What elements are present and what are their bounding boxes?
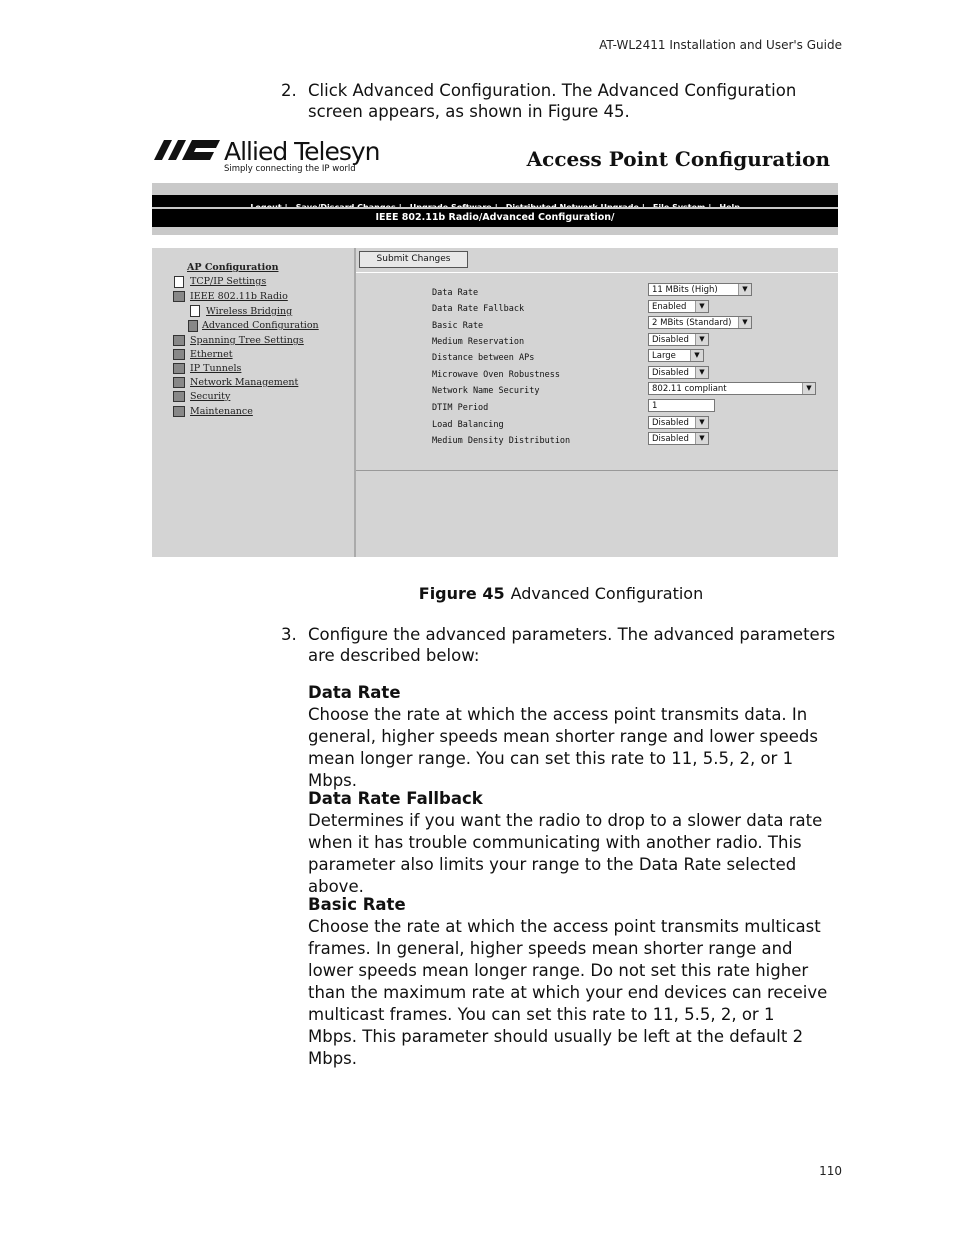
document-icon	[190, 305, 200, 317]
label-distance-between-aps: Distance between APs	[432, 353, 535, 363]
folder-icon	[173, 377, 185, 388]
label-load-balancing: Load Balancing	[432, 420, 504, 430]
tree-heading[interactable]: AP Configuration	[187, 262, 279, 273]
chevron-down-icon: ▼	[695, 433, 708, 444]
step-2-number: 2.	[281, 81, 297, 100]
tree-item-wireless-bridging[interactable]: Wireless Bridging	[206, 306, 293, 317]
top-nav	[152, 195, 838, 207]
page-number: 110	[819, 1164, 842, 1178]
label-basic-rate: Basic Rate	[432, 321, 484, 331]
chevron-down-icon: ▼	[695, 417, 708, 428]
param-title: Data Rate	[308, 683, 401, 702]
data-rate-select[interactable]	[648, 283, 752, 296]
label-medium-reservation: Medium Reservation	[432, 337, 525, 347]
chevron-down-icon: ▼	[738, 284, 751, 295]
param-data-rate-fallback	[308, 788, 828, 898]
settings-panel	[356, 248, 838, 557]
step-2	[281, 80, 841, 122]
param-basic-rate	[308, 894, 828, 1070]
divider	[356, 470, 838, 471]
divider	[356, 272, 838, 273]
data-rate-value: 11 MBits (High)	[652, 285, 718, 295]
logo-area	[152, 137, 838, 183]
network-name-security-select[interactable]	[648, 382, 816, 395]
submit-changes-button[interactable]: Submit Changes	[359, 251, 468, 268]
medium-reservation-value: Disabled	[652, 335, 689, 345]
tree-item-radio[interactable]: IEEE 802.11b Radio	[190, 291, 288, 302]
label-data-rate-fallback: Data Rate Fallback	[432, 304, 525, 314]
label-dtim-period: DTIM Period	[432, 403, 489, 413]
load-balancing-value: Disabled	[652, 418, 689, 428]
label-network-name-security: Network Name Security	[432, 386, 540, 396]
dtim-period-input[interactable]: 1	[648, 399, 715, 412]
figure-number: Figure 45	[418, 584, 505, 603]
chevron-down-icon: ▼	[738, 317, 751, 328]
medium-reservation-select[interactable]	[648, 333, 709, 346]
running-header: AT-WL2411 Installation and User's Guide	[599, 38, 842, 52]
logo-name: Allied Telesyn	[224, 137, 380, 166]
tree-item-ethernet[interactable]: Ethernet	[190, 349, 233, 360]
figure-title: Advanced Configuration	[510, 584, 704, 603]
allied-telesyn-logo-icon	[154, 140, 220, 160]
logo-tagline: Simply connecting the IP world	[224, 164, 356, 174]
param-description: Determines if you want the radio to drop to a slower data rate when it has trouble communicating with another radio. This parameter also limits your range to the Data Rate selected above.	[308, 811, 823, 896]
label-data-rate: Data Rate	[432, 288, 479, 298]
param-description: Choose the rate at which the access point transmits data. In general, higher speeds mean shorter range and lower speeds mean longer range. You can set this rate to 11, 5.5, 2, or 1 Mbps.	[308, 705, 818, 790]
distance-between-aps-value: Large	[652, 351, 676, 361]
param-description: Choose the rate at which the access point transmits multicast frames. In general, higher speeds mean shorter range and lower speeds mean longer range. Do not set this rate higher than the maximum rate at which your end devices can receive multicast frames. You can set this rate to 11, 5.5, 2, or 1 Mbps. This parameter should usually be left at the default 2 Mbps.	[308, 917, 828, 1068]
chevron-down-icon: ▼	[695, 301, 708, 312]
data-rate-fallback-select[interactable]	[648, 300, 709, 313]
folder-icon	[173, 335, 185, 346]
microwave-oven-robustness-value: Disabled	[652, 368, 689, 378]
screen-title: Access Point Configuration	[526, 147, 830, 171]
load-balancing-select[interactable]	[648, 416, 709, 429]
figure-caption	[0, 584, 954, 603]
chevron-down-icon: ▼	[690, 350, 703, 361]
folder-icon	[173, 363, 185, 374]
basic-rate-value: 2 MBits (Standard)	[652, 318, 732, 328]
step-2-text: Click Advanced Configuration. The Advanced Configuration screen appears, as shown in Figure 45.	[308, 81, 797, 121]
step-3	[281, 624, 841, 666]
chevron-down-icon: ▼	[695, 367, 708, 378]
folder-icon	[173, 349, 185, 360]
param-title: Basic Rate	[308, 895, 406, 914]
tree-item-spanning-tree[interactable]: Spanning Tree Settings	[190, 335, 304, 346]
open-folder-icon	[173, 291, 185, 302]
spacer	[152, 235, 838, 248]
microwave-oven-robustness-select[interactable]	[648, 366, 709, 379]
medium-density-distribution-value: Disabled	[652, 434, 689, 444]
tree-item-ip-tunnels[interactable]: IP Tunnels	[190, 363, 242, 374]
chevron-down-icon: ▼	[695, 334, 708, 345]
medium-density-distribution-select[interactable]	[648, 432, 709, 445]
step-3-text: Configure the advanced parameters. The advanced parameters are described below:	[308, 625, 836, 665]
folder-icon	[173, 406, 185, 417]
data-rate-fallback-value: Enabled	[652, 302, 687, 312]
gray-band	[152, 183, 838, 195]
tree-item-tcpip[interactable]: TCP/IP Settings	[190, 276, 267, 287]
distance-between-aps-select[interactable]	[648, 349, 704, 362]
tree-item-advanced-configuration[interactable]: Advanced Configuration	[202, 320, 319, 331]
label-medium-density-distribution: Medium Density Distribution	[432, 436, 571, 446]
tree-item-maintenance[interactable]: Maintenance	[190, 406, 253, 417]
chevron-down-icon: ▼	[802, 383, 815, 394]
tree-item-network-management[interactable]: Network Management	[190, 377, 299, 388]
folder-icon	[173, 391, 185, 402]
gray-band	[152, 227, 838, 235]
advanced-configuration-screenshot	[152, 137, 838, 557]
basic-rate-select[interactable]	[648, 316, 752, 329]
param-title: Data Rate Fallback	[308, 789, 483, 808]
document-icon	[188, 320, 198, 332]
label-microwave-oven-robustness: Microwave Oven Robustness	[432, 370, 560, 380]
step-3-number: 3.	[281, 625, 297, 644]
tree-item-security[interactable]: Security	[190, 391, 231, 402]
breadcrumb: IEEE 802.11b Radio/Advanced Configuration/	[152, 209, 838, 227]
network-name-security-value: 802.11 compliant	[652, 384, 727, 394]
param-data-rate	[308, 682, 828, 792]
navigation-tree	[152, 248, 356, 557]
document-icon	[174, 276, 184, 288]
